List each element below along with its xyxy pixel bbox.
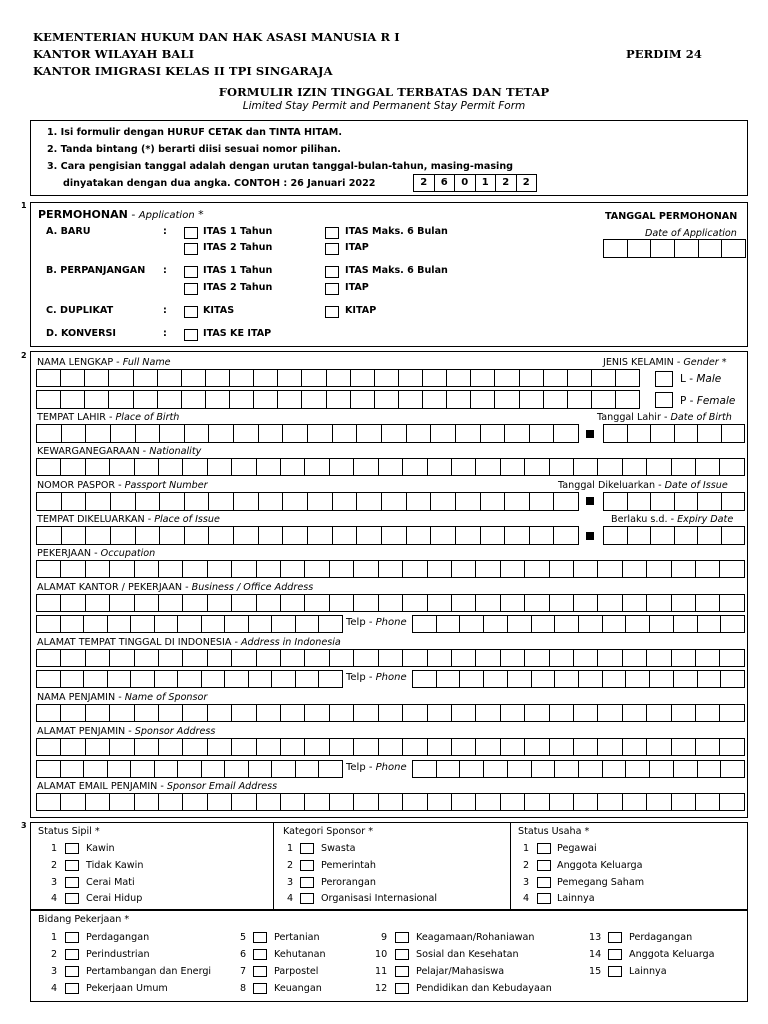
ext-itas-6-bulan-checkbox[interactable] [325,266,339,278]
occupation-label: PEKERJAAN - Occupation [37,548,156,559]
itas-1-tahun-label: ITAS 1 Tahun [203,226,273,237]
lainnya-bidang-checkbox[interactable] [608,966,622,977]
keuangan-label: Keuangan [274,983,322,994]
duplikat-label: C. DUPLIKAT [46,305,114,316]
kitas-checkbox[interactable] [184,306,198,318]
pegawai-checkbox[interactable] [537,843,551,854]
status-usaha-title: Status Usaha * [518,826,590,837]
sponsor-name-grid[interactable] [36,704,745,722]
kawin-checkbox[interactable] [65,843,79,854]
example-digit: 1 [476,174,497,192]
cerai-mati-label: Cerai Mati [86,877,135,888]
perdagangan-label: Perdagangan [86,932,150,943]
kehutanan-checkbox[interactable] [253,949,267,960]
option-number: 3 [51,966,58,977]
option-number: 6 [240,949,247,960]
option-number: 1 [51,932,58,943]
pekerjaan-umum-label: Pekerjaan Umum [86,983,168,994]
application-date-grid[interactable] [603,239,746,258]
instruction-1: 1. Isi formulir dengan HURUF CETAK dan TINTA HITAM. [47,127,342,138]
option-number: 9 [381,932,388,943]
kitap-checkbox[interactable] [325,306,339,318]
ext-itap-label: ITAP [345,282,369,293]
option-number: 2 [51,860,58,871]
option-number: 8 [240,983,247,994]
place-of-birth-label: TEMPAT LAHIR - Place of Birth [37,412,180,423]
sponsor-name-label: NAMA PENJAMIN - Name of Sponsor [37,692,208,703]
example-digit: 2 [496,174,517,192]
organisasi-internasional-checkbox[interactable] [300,893,314,904]
nationality-label: KEWARGANEGARAAN - Nationality [37,446,202,457]
option-number: 11 [375,966,388,977]
perorangan-label: Perorangan [321,877,376,888]
option-number: 4 [51,983,58,994]
sponsor-phone-label: Telp - Phone [346,762,407,773]
option-number: 3 [523,877,530,888]
application-star: * [198,208,204,221]
application-date-label: TANGGAL PERMOHONAN [605,211,738,222]
column-divider [510,822,511,910]
itas-2-tahun-checkbox[interactable] [184,243,198,255]
immigration-office: KANTOR IMIGRASI KELAS II TPI SINGARAJA [33,64,333,78]
application-date-label-en: Date of Application [645,228,737,239]
cerai-mati-checkbox[interactable] [65,877,79,888]
section-number-3: 3 [21,821,27,830]
pendidikan-label: Pendidikan dan Kebudayaan [416,983,552,994]
office-phone-grid[interactable] [412,615,745,633]
option-number: 1 [51,843,58,854]
status-sipil-title: Status Sipil * [38,826,100,837]
issue-date-label: Tanggal Dikeluarkan - Date of Issue [558,480,728,491]
sponsor-phone-grid[interactable] [412,760,745,778]
application-label: PERMOHONAN [38,208,128,221]
male-label: L - Male [680,373,722,385]
anggota-keluarga-2-checkbox[interactable] [608,949,622,960]
pelajar-label: Pelajar/Mahasiswa [416,966,505,977]
pertambangan-label: Pertambangan dan Energi [86,966,212,977]
lainnya-status-checkbox[interactable] [537,893,551,904]
cerai-hidup-label: Cerai Hidup [86,893,143,904]
place-of-issue-label: TEMPAT DIKELUARKAN - Place of Issue [37,514,220,525]
option-number: 1 [287,843,294,854]
keagamaan-label: Keagamaan/Rohaniawan [416,932,535,943]
itas-ke-itap-label: ITAS KE ITAP [203,328,272,339]
option-number: 12 [375,983,388,994]
organisasi-internasional-label: Organisasi Internasional [321,893,438,904]
indonesia-address-grid-1[interactable] [36,649,745,667]
kawin-label: Kawin [86,843,115,854]
colon: : [163,226,167,237]
pertambangan-checkbox[interactable] [65,966,79,977]
ext-itas-1-tahun-label: ITAS 1 Tahun [203,265,273,276]
instruction-3a: 3. Cara pengisian tanggal adalah dengan urutan tanggal-bulan-tahun, masing-masing [47,161,514,172]
kitas-label: KITAS [203,305,235,316]
perdagangan-2-checkbox[interactable] [608,932,622,943]
office-phone-label: Telp - Phone [346,617,407,628]
full-name-label: NAMA LENGKAP - Full Name [37,357,171,368]
perindustrian-checkbox[interactable] [65,949,79,960]
pekerjaan-umum-checkbox[interactable] [65,983,79,994]
pertanian-checkbox[interactable] [253,932,267,943]
perorangan-checkbox[interactable] [300,877,314,888]
separator-mark [586,532,594,540]
option-number: 3 [51,877,58,888]
kitap-label: KITAP [345,305,377,316]
option-number: 4 [287,893,294,904]
gender-label: JENIS KELAMIN - Gender * [603,357,727,368]
option-number: 2 [523,860,530,871]
column-divider [273,822,274,910]
regional-office: KANTOR WILAYAH BALI [33,47,195,61]
female-label: P - Female [680,395,736,407]
office-address-grid-1[interactable] [36,594,745,612]
ext-itap-checkbox[interactable] [325,283,339,295]
indonesia-phone-grid[interactable] [412,670,745,688]
itap-checkbox[interactable] [325,243,339,255]
passport-label: NOMOR PASPOR - Passport Number [37,480,208,491]
application-heading: PERMOHONAN - Application * [38,208,204,221]
date-example [413,174,537,192]
sponsor-address-grid-1[interactable] [36,738,745,756]
itas-6-bulan-checkbox[interactable] [325,227,339,239]
ext-itas-6-bulan-label: ITAS Maks. 6 Bulan [345,265,448,276]
itas-6-bulan-label: ITAS Maks. 6 Bulan [345,226,448,237]
instruction-2: 2. Tanda bintang (*) berarti diisi sesuai nomor pilihan. [47,144,341,155]
occupation-grid[interactable] [36,560,745,578]
swasta-label: Swasta [321,843,356,854]
itas-ke-itap-checkbox[interactable] [184,329,198,341]
office-address-grid-2[interactable] [36,615,343,633]
separator-mark [586,497,594,505]
anggota-keluarga-label: Anggota Keluarga [557,860,643,871]
tidak-kawin-checkbox[interactable] [65,860,79,871]
keuangan-checkbox[interactable] [253,983,267,994]
option-number: 4 [51,893,58,904]
parpostel-checkbox[interactable] [253,966,267,977]
ministry-name: KEMENTERIAN HUKUM DAN HAK ASASI MANUSIA R I [33,30,400,44]
date-of-birth-label: Tanggal Lahir - Date of Birth [597,412,732,423]
application-label-en: Application [138,210,195,221]
option-number: 14 [589,949,602,960]
example-digit: 0 [455,174,476,192]
anggota-keluarga-2-label: Anggota Keluarga [629,949,715,960]
sponsor-email-label: ALAMAT EMAIL PENJAMIN - Sponsor Email Address [37,781,278,792]
itas-2-tahun-label: ITAS 2 Tahun [203,242,273,253]
instruction-3b: dinyatakan dengan dua angka. CONTOH : 26 Januari 2022 [63,178,376,189]
date-of-birth-grid[interactable] [603,424,745,443]
sosial-kesehatan-checkbox[interactable] [395,949,409,960]
option-number: 13 [589,932,602,943]
swasta-checkbox[interactable] [300,843,314,854]
lainnya-bidang-label: Lainnya [629,966,667,977]
bidang-title: Bidang Pekerjaan * [38,914,130,925]
issue-date-grid[interactable] [603,492,745,511]
office-address-label: ALAMAT KANTOR / PEKERJAAN - Business / Office Address [37,582,314,593]
tidak-kawin-label: Tidak Kawin [86,860,144,871]
itas-1-tahun-checkbox[interactable] [184,227,198,239]
option-number: 2 [51,949,58,960]
sponsor-address-grid-2[interactable] [36,760,343,778]
pendidikan-checkbox[interactable] [395,983,409,994]
ext-itas-1-tahun-checkbox[interactable] [184,266,198,278]
perdagangan-checkbox[interactable] [65,932,79,943]
konversi-label: D. KONVERSI [46,328,116,339]
cerai-hidup-checkbox[interactable] [65,893,79,904]
keagamaan-checkbox[interactable] [395,932,409,943]
pegawai-label: Pegawai [557,843,597,854]
option-number: 5 [240,932,247,943]
full-name-grid-2[interactable] [36,390,640,409]
male-checkbox[interactable] [655,371,673,387]
female-checkbox[interactable] [655,392,673,408]
example-digit: 6 [435,174,456,192]
colon: : [163,328,167,339]
pertanian-label: Pertanian [274,932,320,943]
section-number-2: 2 [21,351,27,360]
passport-grid[interactable] [36,492,579,511]
colon: : [163,265,167,276]
perindustrian-label: Perindustrian [86,949,150,960]
sponsor-address-label: ALAMAT PENJAMIN - Sponsor Address [37,726,216,737]
sosial-kesehatan-label: Sosial dan Kesehatan [416,949,519,960]
perdagangan-2-label: Perdagangan [629,932,693,943]
expiry-grid[interactable] [603,526,745,545]
expiry-label: Berlaku s.d. - Expiry Date [611,514,734,525]
option-number: 10 [375,949,388,960]
pelajar-checkbox[interactable] [395,966,409,977]
example-digit: 2 [414,174,435,192]
sponsor-email-grid[interactable] [36,793,745,811]
place-of-birth-grid[interactable] [36,424,579,443]
pemegang-saham-checkbox[interactable] [537,877,551,888]
option-number: 15 [589,966,602,977]
option-number: 4 [523,893,530,904]
kategori-sponsor-title: Kategori Sponsor * [283,826,374,837]
section-number-1: 1 [21,201,27,210]
nationality-grid[interactable] [36,458,745,476]
separator-mark [586,430,594,438]
indonesia-address-grid-2[interactable] [36,670,343,688]
ext-itas-2-tahun-label: ITAS 2 Tahun [203,282,273,293]
example-digit: 2 [517,174,538,192]
form-title: FORMULIR IZIN TINGGAL TERBATAS DAN TETAP [218,85,550,99]
pemegang-saham-label: Pemegang Saham [557,877,645,888]
colon: : [163,305,167,316]
place-of-issue-grid[interactable] [36,526,579,545]
parpostel-label: Parpostel [274,966,319,977]
lainnya-status-label: Lainnya [557,893,595,904]
option-number: 1 [523,843,530,854]
option-number: 7 [240,966,247,977]
pemerintah-label: Pemerintah [321,860,377,871]
indonesia-phone-label: Telp - Phone [346,672,407,683]
indonesia-address-label: ALAMAT TEMPAT TINGGAL DI INDONESIA - Address in Indonesia [37,637,341,648]
form-subtitle: Limited Stay Permit and Permanent Stay Permit Form [242,100,526,112]
option-number: 3 [287,877,294,888]
perpanjangan-label: B. PERPANJANGAN [46,265,146,276]
itap-label: ITAP [345,242,369,253]
kehutanan-label: Kehutanan [274,949,326,960]
form-code: PERDIM 24 [626,47,702,61]
full-name-grid-1[interactable] [36,369,640,387]
baru-label: A. BARU [46,226,91,237]
ext-itas-2-tahun-checkbox[interactable] [184,283,198,295]
option-number: 2 [287,860,294,871]
pemerintah-checkbox[interactable] [300,860,314,871]
anggota-keluarga-checkbox[interactable] [537,860,551,871]
